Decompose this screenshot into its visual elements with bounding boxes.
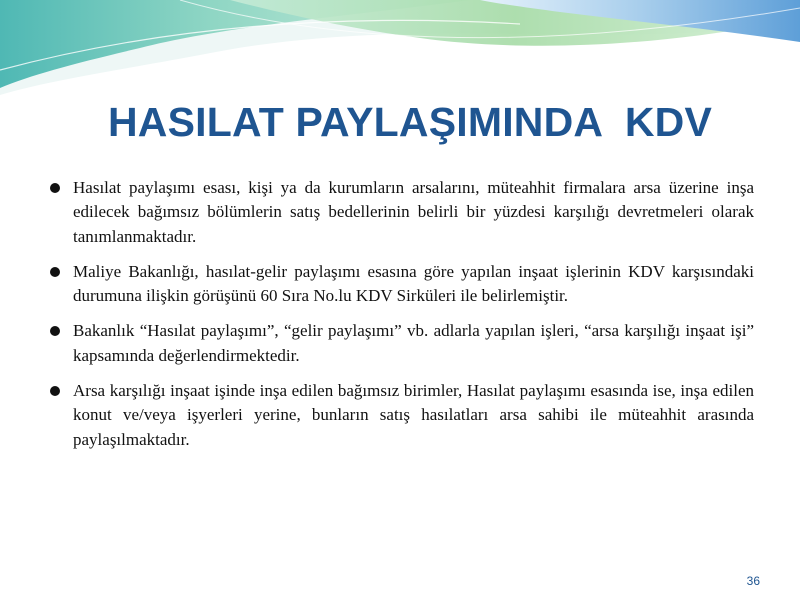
bullet-dot-icon <box>50 386 60 396</box>
bullet-text: Maliye Bakanlığı, hasılat-gelir paylaşımı esasına göre yapılan inşaat işlerinin KDV karşısındaki durumuna ilişkin görüşünü 60 Sıra No.lu KDV Sirküleri ile belirlemiştir. <box>73 261 754 306</box>
bullet-text: Hasılat paylaşımı esası, kişi ya da kurumların arsalarını, müteahhit firmalara arsa üzerine inşa edilecek bağımsız bölümlerin satış bedellerinin belirli bir yüzdesi karşılığı devretmeleri olarak tanımlanmaktadır. <box>73 178 754 246</box>
bullet-dot-icon <box>50 326 60 336</box>
bullet-item <box>48 260 754 309</box>
bullet-text: Bakanlık “Hasılat paylaşımı”, “gelir paylaşımı” vb. adlarla yapılan işleri, “arsa karşılığı inşaat işi” kapsamında değerlendirmektedir. <box>73 321 754 365</box>
bullet-list <box>48 176 754 463</box>
bullet-item <box>48 379 754 452</box>
bullet-item <box>48 176 754 249</box>
bullet-dot-icon <box>50 183 60 193</box>
slide-title: HASILAT PAYLAŞIMINDA KDV <box>107 99 713 145</box>
bullet-text: Arsa karşılığı inşaat işinde inşa edilen bağımsız birimler, Hasılat paylaşımı esasında ise, inşa edilen konut ve/veya işyerleri yerine, bunların satış hasılatları arsa sahibi ile müteahhit arasında paylaşılmaktadır. <box>73 381 754 449</box>
bullet-item <box>48 319 754 368</box>
header-wave-decoration <box>0 0 800 110</box>
bullet-dot-icon <box>50 267 60 277</box>
page-number: 36 <box>746 574 760 588</box>
